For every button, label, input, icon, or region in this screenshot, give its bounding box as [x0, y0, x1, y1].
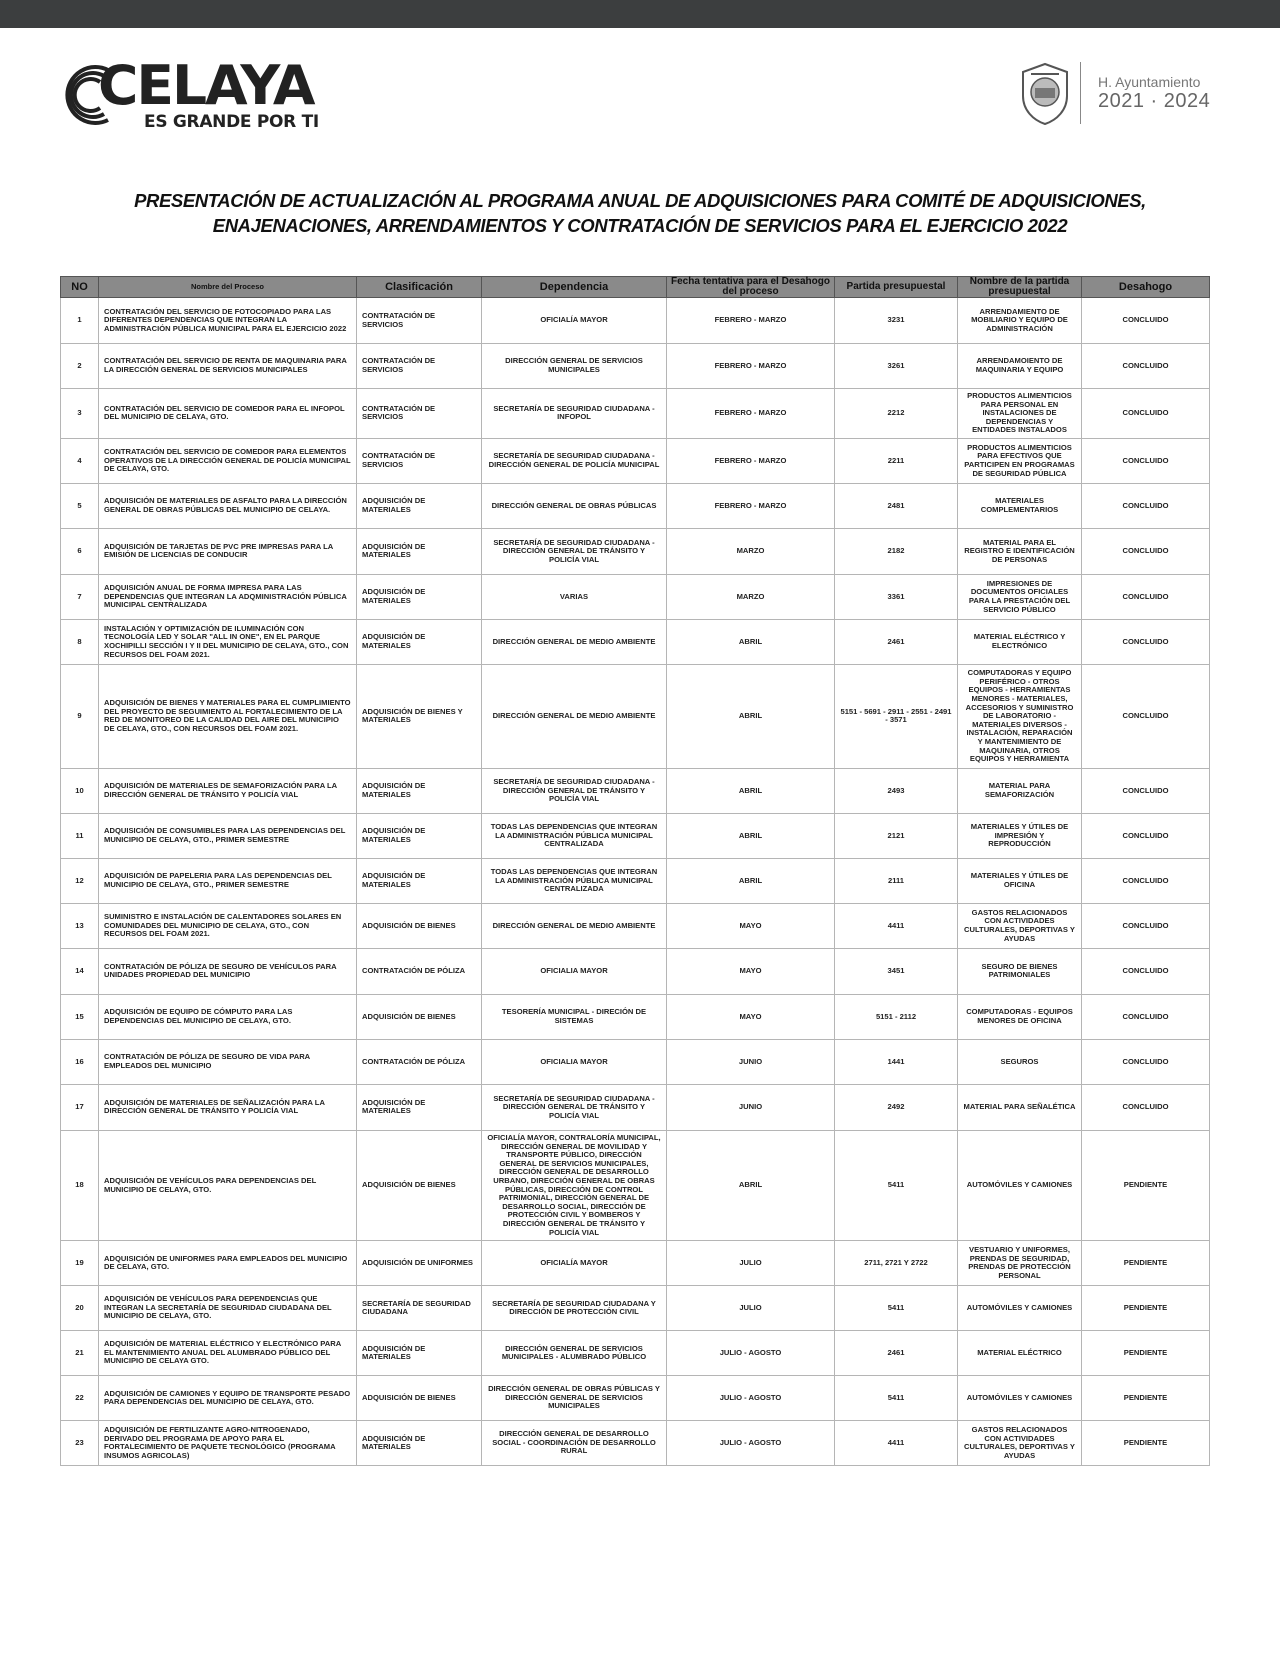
- table-row: [61, 903, 1210, 948]
- cell-partida: 3451: [835, 948, 958, 994]
- cell-clasificacion: ADQUISICIÓN DE BIENES: [357, 1376, 482, 1421]
- cell-clasificacion: ADQUISICIÓN DE MATERIALES: [357, 619, 482, 664]
- cell-nombre-partida: AUTOMÓVILES Y CAMIONES: [958, 1376, 1082, 1421]
- cell-clasificacion: ADQUISICIÓN DE BIENES Y MATERIALES: [357, 664, 482, 768]
- cell-partida: 4411: [835, 1421, 958, 1466]
- cell-clasificacion: ADQUISICIÓN DE UNIFORMES: [357, 1241, 482, 1286]
- cell-dependencia: SECRETARÍA DE SEGURIDAD CIUDADANA - DIRECCIÓN GENERAL DE TRÁNSITO Y POLICÍA VIAL: [482, 768, 667, 813]
- cell-partida: 3261: [835, 344, 958, 389]
- cell-desahogo: CONCLUIDO: [1082, 1039, 1210, 1084]
- table-row: [61, 1286, 1210, 1331]
- cell-no: 4: [61, 438, 99, 483]
- cell-partida: 2212: [835, 389, 958, 439]
- cell-desahogo: CONCLUIDO: [1082, 344, 1210, 389]
- cell-partida: 2182: [835, 528, 958, 574]
- cell-dependencia: SECRETARÍA DE SEGURIDAD CIUDADANA - INFOPOL: [482, 389, 667, 439]
- cell-dependencia: DIRECCIÓN GENERAL DE DESARROLLO SOCIAL - COORDINACIÓN DE DESARROLLO RURAL: [482, 1421, 667, 1466]
- cell-dependencia: TODAS LAS DEPENDENCIAS QUE INTEGRAN LA ADMINISTRACIÓN PÚBLICA MUNICIPAL CENTRALIZADA: [482, 813, 667, 858]
- cell-no: 15: [61, 994, 99, 1039]
- col-header-fecha: Fecha tentativa para el Desahogo del proceso: [667, 277, 835, 298]
- cell-fecha: FEBRERO - MARZO: [667, 298, 835, 344]
- col-header-no: NO: [61, 277, 99, 298]
- cell-proceso: INSTALACIÓN Y OPTIMIZACIÓN DE ILUMINACIÓN CON TECNOLOGÍA LED Y SOLAR "ALL IN ONE", EN EL PARQUE XOCHIPILLI SECCIÓN I Y II DEL MUNICIPIO DE CELAYA, GTO., CON RECURSOS DEL FOAM 2021.: [99, 619, 357, 664]
- cell-nombre-partida: SEGUROS: [958, 1039, 1082, 1084]
- cell-proceso: ADQUISICIÓN DE TARJETAS DE PVC PRE IMPRESAS PARA LA EMISIÓN DE LICENCIAS DE CONDUCIR: [99, 528, 357, 574]
- table-row: [61, 483, 1210, 528]
- cell-dependencia: TESORERÍA MUNICIPAL - DIRECIÓN DE SISTEMAS: [482, 994, 667, 1039]
- table-row: [61, 619, 1210, 664]
- cell-nombre-partida: AUTOMÓVILES Y CAMIONES: [958, 1286, 1082, 1331]
- cell-clasificacion: CONTRATACIÓN DE SERVICIOS: [357, 344, 482, 389]
- cell-clasificacion: ADQUISICIÓN DE MATERIALES: [357, 1084, 482, 1130]
- cell-desahogo: CONCLUIDO: [1082, 528, 1210, 574]
- cell-no: 12: [61, 858, 99, 903]
- cell-dependencia: SECRETARÍA DE SEGURIDAD CIUDADANA - DIRECCIÓN GENERAL DE TRÁNSITO Y POLICÍA VIAL: [482, 1084, 667, 1130]
- cell-proceso: ADQUISICIÓN DE MATERIALES DE SEMAFORIZACIÓN PARA LA DIRECCIÓN GENERAL DE TRÁNSITO Y POLICÍA VIAL: [99, 768, 357, 813]
- cell-dependencia: DIRECCIÓN GENERAL DE MEDIO AMBIENTE: [482, 903, 667, 948]
- col-header-clasificacion: Clasificación: [357, 277, 482, 298]
- cell-partida: 1441: [835, 1039, 958, 1084]
- table-row: [61, 1039, 1210, 1084]
- table-header-row: [61, 277, 1210, 298]
- cell-desahogo: PENDIENTE: [1082, 1421, 1210, 1466]
- cell-partida: 2211: [835, 438, 958, 483]
- cell-clasificacion: ADQUISICIÓN DE MATERIALES: [357, 1331, 482, 1376]
- cell-no: 22: [61, 1376, 99, 1421]
- cell-proceso: SUMINISTRO E INSTALACIÓN DE CALENTADORES SOLARES EN COMUNIDADES DEL MUNICIPIO DE CELAYA, GTO., CON RECURSOS DEL FOAM 2021.: [99, 903, 357, 948]
- cell-clasificacion: ADQUISICIÓN DE BIENES: [357, 1130, 482, 1240]
- cell-desahogo: CONCLUIDO: [1082, 438, 1210, 483]
- cell-dependencia: TODAS LAS DEPENDENCIAS QUE INTEGRAN LA ADMINISTRACIÓN PÚBLICA MUNICIPAL CENTRALIZADA: [482, 858, 667, 903]
- cell-clasificacion: ADQUISICIÓN DE BIENES: [357, 903, 482, 948]
- cell-fecha: JULIO - AGOSTO: [667, 1421, 835, 1466]
- cell-no: 8: [61, 619, 99, 664]
- cell-no: 17: [61, 1084, 99, 1130]
- cell-no: 1: [61, 298, 99, 344]
- cell-partida: 2111: [835, 858, 958, 903]
- cell-fecha: JUNIO: [667, 1084, 835, 1130]
- ayuntamiento-label: H. Ayuntamiento: [1098, 74, 1201, 90]
- cell-dependencia: OFICIALIA MAYOR: [482, 948, 667, 994]
- table-body: [61, 298, 1210, 1466]
- cell-desahogo: CONCLUIDO: [1082, 483, 1210, 528]
- cell-dependencia: DIRECCIÓN GENERAL DE MEDIO AMBIENTE: [482, 619, 667, 664]
- cell-fecha: ABRIL: [667, 813, 835, 858]
- cell-no: 10: [61, 768, 99, 813]
- cell-desahogo: CONCLUIDO: [1082, 994, 1210, 1039]
- cell-clasificacion: CONTRATACIÓN DE SERVICIOS: [357, 298, 482, 344]
- cell-fecha: JULIO: [667, 1286, 835, 1331]
- cell-fecha: ABRIL: [667, 858, 835, 903]
- cell-desahogo: CONCLUIDO: [1082, 389, 1210, 439]
- cell-desahogo: PENDIENTE: [1082, 1286, 1210, 1331]
- cell-proceso: ADQUISICIÓN DE MATERIALES DE ASFALTO PARA LA DIRECCIÓN GENERAL DE OBRAS PÚBLICAS DEL MUNICIPIO DE CELAYA.: [99, 483, 357, 528]
- cell-nombre-partida: IMPRESIONES DE DOCUMENTOS OFICIALES PARA LA PRESTACIÓN DEL SERVICIO PÚBLICO: [958, 574, 1082, 619]
- cell-desahogo: CONCLUIDO: [1082, 858, 1210, 903]
- cell-nombre-partida: MATERIALES COMPLEMENTARIOS: [958, 483, 1082, 528]
- title-line-2: ENAJENACIONES, ARRENDAMIENTOS Y CONTRATACIÓN DE SERVICIOS PARA EL EJERCICIO 2022: [212, 215, 1068, 236]
- cell-partida: 5151 - 2112: [835, 994, 958, 1039]
- cell-fecha: MAYO: [667, 903, 835, 948]
- cell-no: 20: [61, 1286, 99, 1331]
- cell-no: 11: [61, 813, 99, 858]
- cell-partida: 2493: [835, 768, 958, 813]
- cell-nombre-partida: ARRENDAMOIENTO DE MAQUINARIA Y EQUIPO: [958, 344, 1082, 389]
- cell-clasificacion: CONTRATACIÓN DE SERVICIOS: [357, 438, 482, 483]
- cell-proceso: ADQUISICIÓN DE EQUIPO DE CÓMPUTO PARA LAS DEPENDENCIAS DEL MUNICIPIO DE CELAYA, GTO.: [99, 994, 357, 1039]
- table-row: [61, 664, 1210, 768]
- cell-proceso: ADQUISICIÓN DE VEHÍCULOS PARA DEPENDENCIAS QUE INTEGRAN LA SECRETARÍA DE SEGURIDAD CIUDADANA DEL MUNICIPIO DE CELAYA, GTO.: [99, 1286, 357, 1331]
- cell-fecha: FEBRERO - MARZO: [667, 438, 835, 483]
- cell-partida: 2481: [835, 483, 958, 528]
- cell-clasificacion: ADQUISICIÓN DE MATERIALES: [357, 574, 482, 619]
- cell-nombre-partida: MATERIALES Y ÚTILES DE IMPRESIÓN Y REPRODUCCIÓN: [958, 813, 1082, 858]
- cell-desahogo: PENDIENTE: [1082, 1241, 1210, 1286]
- cell-no: 6: [61, 528, 99, 574]
- cell-dependencia: DIRECCIÓN GENERAL DE SERVICIOS MUNICIPALES - ALUMBRADO PÚBLICO: [482, 1331, 667, 1376]
- cell-partida: 5411: [835, 1130, 958, 1240]
- cell-partida: 5151 - 5691 - 2911 - 2551 - 2491 - 3571: [835, 664, 958, 768]
- table-row: [61, 1376, 1210, 1421]
- table-row: [61, 1421, 1210, 1466]
- celaya-logo: [58, 54, 328, 134]
- cell-desahogo: CONCLUIDO: [1082, 574, 1210, 619]
- cell-proceso: ADQUISICIÓN ANUAL DE FORMA IMPRESA PARA LAS DEPENDENCIAS QUE INTEGRAN LA ADQMINISTRACIÓN PÚBLICA MUNICIPAL CENTRALIZADA: [99, 574, 357, 619]
- cell-fecha: MAYO: [667, 948, 835, 994]
- cell-fecha: ABRIL: [667, 664, 835, 768]
- cell-no: 23: [61, 1421, 99, 1466]
- cell-desahogo: CONCLUIDO: [1082, 1084, 1210, 1130]
- cell-proceso: ADQUISICIÓN DE PAPELERIA PARA LAS DEPENDENCIAS DEL MUNICIPIO DE CELAYA, GTO., PRIMER SEMESTRE: [99, 858, 357, 903]
- cell-partida: 2492: [835, 1084, 958, 1130]
- cell-proceso: ADQUISICIÓN DE MATERIALES DE SEÑALIZACIÓN PARA LA DIRECCIÓN GENERAL DE TRÁNSITO Y POLICÍA VIAL: [99, 1084, 357, 1130]
- cell-no: 19: [61, 1241, 99, 1286]
- cell-no: 18: [61, 1130, 99, 1240]
- cell-clasificacion: CONTRATACIÓN DE PÓLIZA: [357, 1039, 482, 1084]
- cell-nombre-partida: PRODUCTOS ALIMENTICIOS PARA EFECTIVOS QUE PARTICIPEN EN PROGRAMAS DE SEGURIDAD PÚBLICA: [958, 438, 1082, 483]
- cell-no: 21: [61, 1331, 99, 1376]
- cell-nombre-partida: MATERIAL ELÉCTRICO: [958, 1331, 1082, 1376]
- cell-dependencia: DIRECCIÓN GENERAL DE OBRAS PÚBLICAS: [482, 483, 667, 528]
- table-row: [61, 1331, 1210, 1376]
- administration-period: 2021 · 2024: [1098, 90, 1211, 112]
- col-header-partida: Partida presupuestal: [835, 277, 958, 298]
- table-row: [61, 994, 1210, 1039]
- cell-fecha: FEBRERO - MARZO: [667, 344, 835, 389]
- cell-nombre-partida: MATERIAL ELÉCTRICO Y ELECTRÓNICO: [958, 619, 1082, 664]
- cell-no: 5: [61, 483, 99, 528]
- cell-nombre-partida: VESTUARIO Y UNIFORMES, PRENDAS DE SEGURIDAD, PRENDAS DE PROTECCIÓN PERSONAL: [958, 1241, 1082, 1286]
- cell-desahogo: CONCLUIDO: [1082, 903, 1210, 948]
- cell-nombre-partida: AUTOMÓVILES Y CAMIONES: [958, 1130, 1082, 1240]
- cell-clasificacion: ADQUISICIÓN DE MATERIALES: [357, 858, 482, 903]
- cell-proceso: ADQUISICIÓN DE FERTILIZANTE AGRO-NITROGENADO, DERIVADO DEL PROGRAMA DE APOYO PARA EL FORTALECIMIENTO DE PAQUETE TECNOLÓGICO (PROGRAMA INSUMOS AGRICOLAS): [99, 1421, 357, 1466]
- top-bar: [0, 0, 1280, 28]
- cell-nombre-partida: MATERIAL PARA EL REGISTRO E IDENTIFICACIÓN DE PERSONAS: [958, 528, 1082, 574]
- cell-fecha: MARZO: [667, 528, 835, 574]
- table-row: [61, 858, 1210, 903]
- cell-proceso: ADQUISICIÓN DE UNIFORMES PARA EMPLEADOS DEL MUNICIPIO DE CELAYA, GTO.: [99, 1241, 357, 1286]
- col-header-desahogo: Desahogo: [1082, 277, 1210, 298]
- table-row: [61, 438, 1210, 483]
- cell-no: 7: [61, 574, 99, 619]
- cell-nombre-partida: PRODUCTOS ALIMENTICIOS PARA PERSONAL EN INSTALACIONES DE DEPENDENCIAS Y ENTIDADES INSTALADOS: [958, 389, 1082, 439]
- cell-dependencia: DIRECCIÓN GENERAL DE SERVICIOS MUNICIPALES: [482, 344, 667, 389]
- cell-clasificacion: ADQUISICIÓN DE MATERIALES: [357, 528, 482, 574]
- cell-fecha: MARZO: [667, 574, 835, 619]
- cell-proceso: ADQUISICIÓN DE VEHÍCULOS PARA DEPENDENCIAS DEL MUNICIPIO DE CELAYA, GTO.: [99, 1130, 357, 1240]
- acquisitions-table: [60, 276, 1210, 1466]
- cell-no: 16: [61, 1039, 99, 1084]
- cell-partida: 2461: [835, 619, 958, 664]
- cell-proceso: CONTRATACIÓN DE PÓLIZA DE SEGURO DE VIDA PARA EMPLEADOS DEL MUNICIPIO: [99, 1039, 357, 1084]
- title-line-1: PRESENTACIÓN DE ACTUALIZACIÓN AL PROGRAMA ANUAL DE ADQUISICIONES PARA COMITÉ DE ADQUISICIONES,: [134, 190, 1146, 211]
- cell-partida: 4411: [835, 903, 958, 948]
- cell-clasificacion: SECRETARÍA DE SEGURIDAD CIUDADANA: [357, 1286, 482, 1331]
- cell-fecha: ABRIL: [667, 768, 835, 813]
- cell-proceso: ADQUISICIÓN DE CAMIONES Y EQUIPO DE TRANSPORTE PESADO PARA DEPENDENCIAS DEL MUNICIPIO DE CELAYA, GTO.: [99, 1376, 357, 1421]
- municipal-seal-icon: [1017, 62, 1073, 126]
- cell-dependencia: OFICIALÍA MAYOR: [482, 298, 667, 344]
- cell-clasificacion: CONTRATACIÓN DE PÓLIZA: [357, 948, 482, 994]
- cell-fecha: JULIO - AGOSTO: [667, 1331, 835, 1376]
- table-row: [61, 948, 1210, 994]
- document-title: [40, 188, 1240, 238]
- cell-dependencia: VARIAS: [482, 574, 667, 619]
- cell-no: 3: [61, 389, 99, 439]
- cell-dependencia: OFICIALÍA MAYOR: [482, 1241, 667, 1286]
- seal-divider: [1080, 62, 1081, 124]
- cell-dependencia: SECRETARÍA DE SEGURIDAD CIUDADANA Y DIRECCIÓN DE PROTECCIÓN CIVIL: [482, 1286, 667, 1331]
- cell-fecha: FEBRERO - MARZO: [667, 483, 835, 528]
- cell-desahogo: CONCLUIDO: [1082, 948, 1210, 994]
- cell-desahogo: CONCLUIDO: [1082, 768, 1210, 813]
- cell-clasificacion: CONTRATACIÓN DE SERVICIOS: [357, 389, 482, 439]
- cell-nombre-partida: ARRENDAMIENTO DE MOBILIARIO Y EQUIPO DE ADMINISTRACIÓN: [958, 298, 1082, 344]
- cell-partida: 2711, 2721 Y 2722: [835, 1241, 958, 1286]
- cell-proceso: CONTRATACIÓN DEL SERVICIO DE FOTOCOPIADO PARA LAS DIFERENTES DEPENDENCIAS QUE INTEGRAN LA ADMINISTRACIÓN PÚBLICA MUNICIPAL PARA EL EJERCICIO 2022: [99, 298, 357, 344]
- cell-desahogo: CONCLUIDO: [1082, 664, 1210, 768]
- cell-dependencia: SECRETARÍA DE SEGURIDAD CIUDADANA - DIRECCIÓN GENERAL DE TRÁNSITO Y POLICÍA VIAL: [482, 528, 667, 574]
- table-row: [61, 344, 1210, 389]
- cell-proceso: ADQUISICIÓN DE BIENES Y MATERIALES PARA EL CUMPLIMIENTO DEL PROYECTO DE SEGUIMIENTO AL FORTALECIMIENTO DE LA RED DE MONITOREO DE LA CALIDAD DEL AIRE DEL MUNICIPIO DE CELAYA, GTO., CON RECURSOS DEL FOAM 2021.: [99, 664, 357, 768]
- cell-no: 14: [61, 948, 99, 994]
- cell-proceso: ADQUISICIÓN DE MATERIAL ELÉCTRICO Y ELECTRÓNICO PARA EL MANTENIMIENTO ANUAL DEL ALUMBRADO PÚBLICO DEL MUNICIPIO DE CELAYA GTO.: [99, 1331, 357, 1376]
- table-row: [61, 768, 1210, 813]
- cell-no: 13: [61, 903, 99, 948]
- table-row: [61, 528, 1210, 574]
- cell-desahogo: PENDIENTE: [1082, 1376, 1210, 1421]
- cell-nombre-partida: SEGURO DE BIENES PATRIMONIALES: [958, 948, 1082, 994]
- cell-proceso: ADQUISICIÓN DE CONSUMIBLES PARA LAS DEPENDENCIAS DEL MUNICIPIO DE CELAYA, GTO., PRIMER SEMESTRE: [99, 813, 357, 858]
- cell-dependencia: DIRECCIÓN GENERAL DE MEDIO AMBIENTE: [482, 664, 667, 768]
- cell-partida: 3361: [835, 574, 958, 619]
- cell-proceso: CONTRATACIÓN DEL SERVICIO DE COMEDOR PARA ELEMENTOS OPERATIVOS DE LA DIRECCIÓN GENERAL DE POLICÍA MUNICIPAL DE CELAYA, GTO.: [99, 438, 357, 483]
- cell-desahogo: PENDIENTE: [1082, 1130, 1210, 1240]
- cell-desahogo: CONCLUIDO: [1082, 813, 1210, 858]
- cell-dependencia: SECRETARÍA DE SEGURIDAD CIUDADANA - DIRECCIÓN GENERAL DE POLICÍA MUNICIPAL: [482, 438, 667, 483]
- cell-desahogo: PENDIENTE: [1082, 1331, 1210, 1376]
- cell-nombre-partida: MATERIALES Y ÚTILES DE OFICINA: [958, 858, 1082, 903]
- logo-tagline: ES GRANDE POR TI: [144, 112, 319, 132]
- cell-proceso: CONTRATACIÓN DEL SERVICIO DE COMEDOR PARA EL INFOPOL DEL MUNICIPIO DE CELAYA, GTO.: [99, 389, 357, 439]
- cell-partida: 5411: [835, 1376, 958, 1421]
- cell-partida: 5411: [835, 1286, 958, 1331]
- cell-partida: 2121: [835, 813, 958, 858]
- cell-fecha: FEBRERO - MARZO: [667, 389, 835, 439]
- cell-fecha: ABRIL: [667, 619, 835, 664]
- cell-dependencia: OFICIALIA MAYOR: [482, 1039, 667, 1084]
- cell-proceso: CONTRATACIÓN DE PÓLIZA DE SEGURO DE VEHÍCULOS PARA UNIDADES PROPIEDAD DEL MUNICIPIO: [99, 948, 357, 994]
- logo-brand: CELAYA: [98, 54, 314, 117]
- table-row: [61, 574, 1210, 619]
- cell-nombre-partida: COMPUTADORAS Y EQUIPO PERIFÉRICO - OTROS EQUIPOS - HERRAMIENTAS MENORES - MATERIALES, ACCESORIOS Y SUMINISTRO DE LABORATORIO - MATERIALES DIVERSOS - INSTALACIÓN, REPARACIÓN Y MANTENIMIENTO DE MAQUINARIA, OTROS EQUIPOS Y HERRAMIENTA: [958, 664, 1082, 768]
- cell-clasificacion: ADQUISICIÓN DE MATERIALES: [357, 483, 482, 528]
- cell-nombre-partida: MATERIAL PARA SEMAFORIZACIÓN: [958, 768, 1082, 813]
- cell-no: 9: [61, 664, 99, 768]
- col-header-proceso: Nombre del Proceso: [99, 277, 357, 298]
- cell-fecha: JULIO: [667, 1241, 835, 1286]
- cell-nombre-partida: MATERIAL PARA SEÑALÉTICA: [958, 1084, 1082, 1130]
- cell-clasificacion: ADQUISICIÓN DE MATERIALES: [357, 1421, 482, 1466]
- cell-clasificacion: ADQUISICIÓN DE MATERIALES: [357, 813, 482, 858]
- cell-nombre-partida: GASTOS RELACIONADOS CON ACTIVIDADES CULTURALES, DEPORTIVAS Y AYUDAS: [958, 903, 1082, 948]
- cell-fecha: JUNIO: [667, 1039, 835, 1084]
- cell-partida: 3231: [835, 298, 958, 344]
- table-row: [61, 1084, 1210, 1130]
- cell-dependencia: OFICIALÍA MAYOR, CONTRALORÍA MUNICIPAL, DIRECCIÓN GENERAL DE MOVILIDAD Y TRANSPORTE PÚBLICO, DIRECCIÓN GENERAL DE SERVICIOS MUNICIPALES, DIRECCIÓN GENERAL DE DESARROLLO URBANO, DIRECCIÓN GENERAL DE OBRAS PÚBLICAS, DIRECCIÓN DE CONTROL PATRIMONIAL, DIRECCIÓN GENERAL DE DESARROLLO SOCIAL, DIRECCIÓN DE PROTECCIÓN CIVIL Y BOMBEROS Y DIRECCIÓN GENERAL DE TRÁNSITO Y POLICÍA VIAL: [482, 1130, 667, 1240]
- cell-fecha: MAYO: [667, 994, 835, 1039]
- table-row: [61, 1130, 1210, 1240]
- cell-no: 2: [61, 344, 99, 389]
- table-row: [61, 813, 1210, 858]
- table-row: [61, 298, 1210, 344]
- cell-fecha: ABRIL: [667, 1130, 835, 1240]
- cell-desahogo: CONCLUIDO: [1082, 619, 1210, 664]
- cell-fecha: JULIO - AGOSTO: [667, 1376, 835, 1421]
- col-header-dependencia: Dependencia: [482, 277, 667, 298]
- table-row: [61, 389, 1210, 439]
- cell-clasificacion: ADQUISICIÓN DE BIENES: [357, 994, 482, 1039]
- col-header-nombre-partida: Nombre de la partida presupuestal: [958, 277, 1082, 298]
- cell-desahogo: CONCLUIDO: [1082, 298, 1210, 344]
- cell-dependencia: DIRECCIÓN GENERAL DE OBRAS PÚBLICAS Y DIRECCIÓN GENERAL DE SERVICIOS MUNICIPALES: [482, 1376, 667, 1421]
- cell-proceso: CONTRATACIÓN DEL SERVICIO DE RENTA DE MAQUINARIA PARA LA DIRECCIÓN GENERAL DE SERVICIOS MUNICIPALES: [99, 344, 357, 389]
- cell-clasificacion: ADQUISICIÓN DE MATERIALES: [357, 768, 482, 813]
- cell-partida: 2461: [835, 1331, 958, 1376]
- cell-nombre-partida: GASTOS RELACIONADOS CON ACTIVIDADES CULTURALES, DEPORTIVAS Y AYUDAS: [958, 1421, 1082, 1466]
- cell-nombre-partida: COMPUTADORAS - EQUIPOS MENORES DE OFICINA: [958, 994, 1082, 1039]
- table-row: [61, 1241, 1210, 1286]
